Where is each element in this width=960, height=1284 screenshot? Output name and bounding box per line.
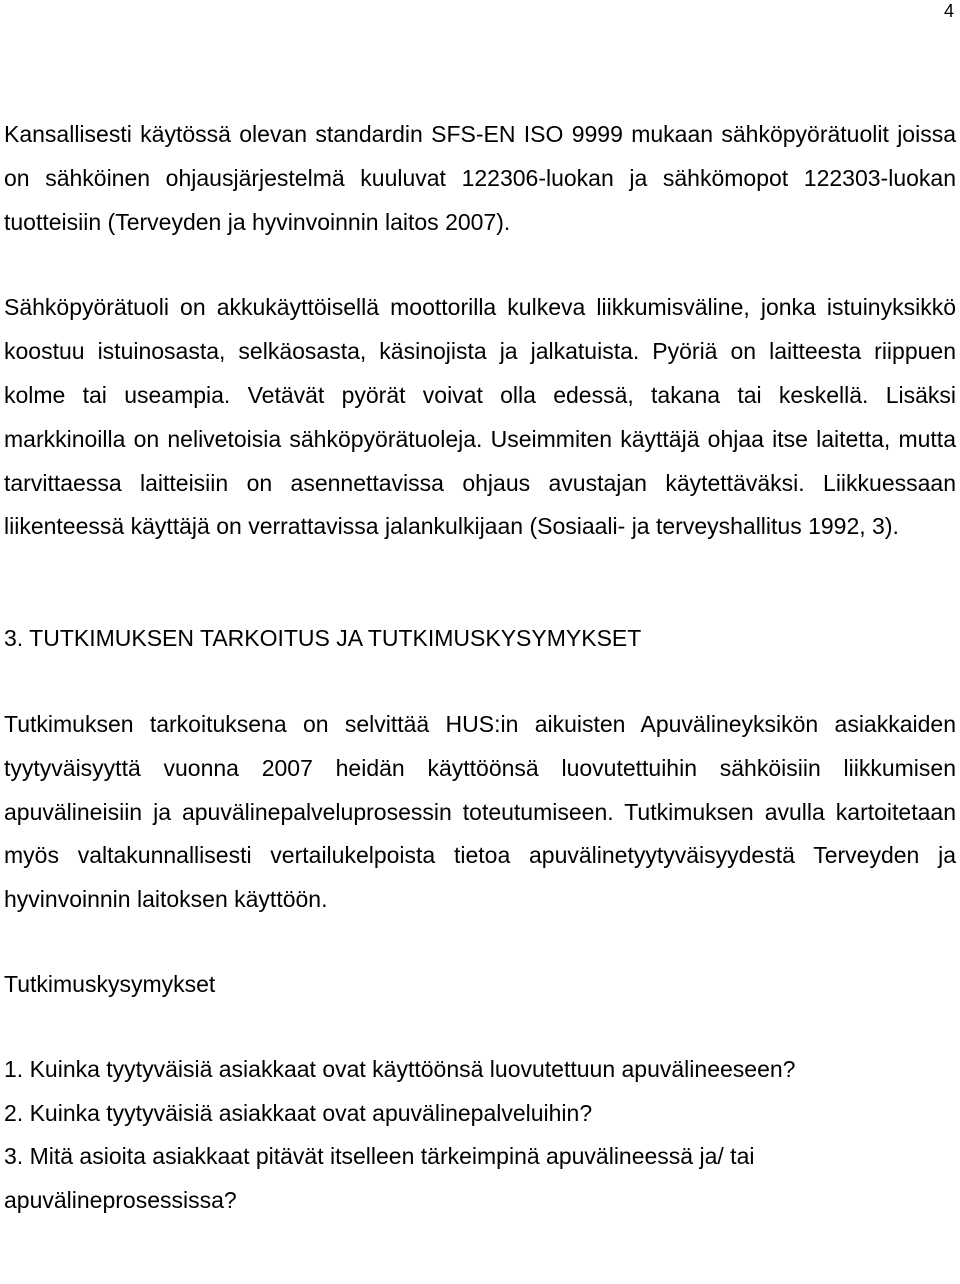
paragraph-wheelchair-description: Sähköpyörätuoli on akkukäyttöisellä moottorilla kulkeva liikkumisväline, jonka istuinyksikkö koostuu istuinosasta, selkäosasta, käsinojista ja jalkatuista. Pyöriä on laitteesta riippuen kolme tai useampia. Vetävät pyörät voivat olla edessä, takana tai keskellä. Lisäksi markkinoilla on nelivetoisia sähköpyörätuoleja. Useimmiten käyttäjä ohjaa itse laitetta, mutta tarvittaessa laitteisiin on asennettavissa ohjaus avustajan käytettäväksi. Liikkuessaan liikenteessä käyttäjä on verrattavissa jalankulkijaan (Sosiaali- ja terveyshallitus 1992, 3).	[4, 294, 956, 540]
document-body	[4, 113, 956, 1223]
paragraph-research-purpose: Tutkimuksen tarkoituksena on selvittää HUS:in aikuisten Apuvälineyksikön asiakkaiden tyytyväisyyttä vuonna 2007 heidän käyttöönsä luovutettuihin sähköisiin liikkumisen apuvälineisiin ja apuvälinepalveluprosessin toteutumiseen. Tutkimuksen avulla kartoitetaan myös valtakunnallisesti vertailukelpoista tietoa apuvälinetyytyväisyydestä Terveyden ja hyvinvoinnin laitoksen käyttöön.	[4, 710, 956, 913]
section-heading: 3. TUTKIMUKSEN TARKOITUS JA TUTKIMUSKYSYMYKSET	[4, 625, 642, 652]
paragraph-standard-classification: Kansallisesti käytössä olevan standardin SFS-EN ISO 9999 mukaan sähköpyörätuolit joissa on sähköinen ohjausjärjestelmä kuuluvat 122306-luokan ja sähkömopot 122303-luokan tuotteisiin (Terveyden ja hyvinvoinnin laitos 2007).	[4, 121, 956, 235]
research-questions-list	[4, 1048, 956, 1223]
research-question-3: 3. Mitä asioita asiakkaat pitävät itselleen tärkeimpinä apuvälineessä ja/ tai apuvälineprosessissa?	[4, 1143, 755, 1214]
research-questions-heading: Tutkimuskysymykset	[4, 970, 216, 997]
research-question-2: 2. Kuinka tyytyväisiä asiakkaat ovat apuvälinepalveluihin?	[4, 1099, 593, 1126]
page-number: 4	[943, 1, 954, 21]
research-question-1: 1. Kuinka tyytyväisiä asiakkaat ovat käyttöönsä luovutettuun apuvälineeseen?	[4, 1055, 796, 1082]
